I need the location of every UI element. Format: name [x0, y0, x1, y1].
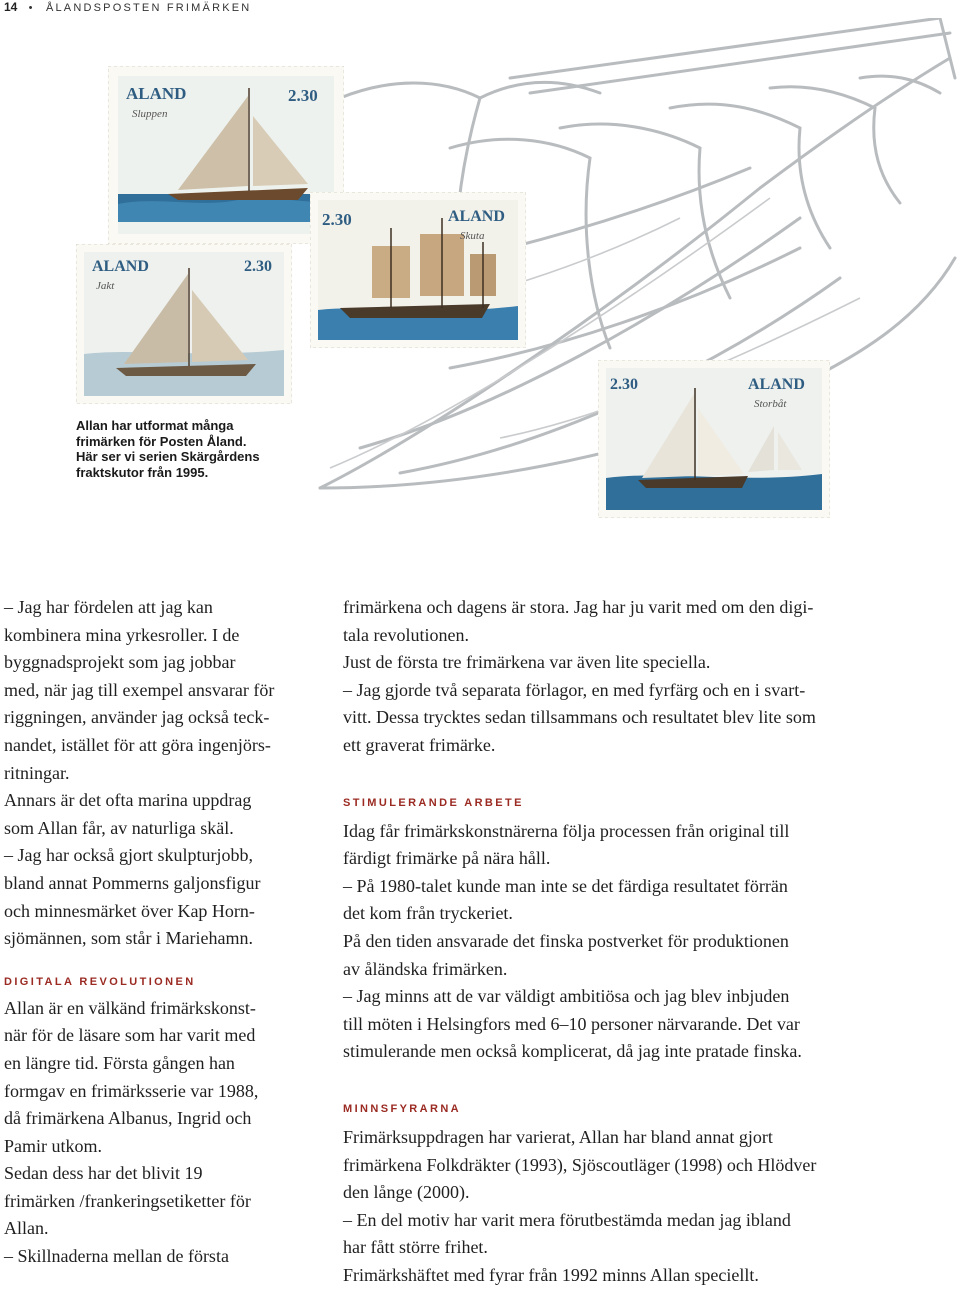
text-line: riggningen, använder jag också teck-: [4, 707, 270, 728]
stamp-country: ALAND: [126, 84, 187, 103]
page-number: 14: [4, 0, 18, 14]
text-line: den långe (2000).: [343, 1182, 470, 1203]
right-column: [343, 594, 883, 1289]
text-line: det kom från tryckeriet.: [343, 903, 513, 924]
text-line: Allan är en välkänd frimärkskonst-: [4, 997, 256, 1018]
text-line: då frimärkena Albanus, Ingrid och: [4, 1108, 252, 1129]
text-line: Pamir utkom.: [4, 1135, 102, 1156]
text-line: formgav en frimärksserie var 1988,: [4, 1080, 259, 1101]
publication-title: ÅLANDSPOSTEN FRIMÄRKEN: [45, 2, 252, 14]
text-line: när för de läsare som har varit med: [4, 1025, 256, 1046]
text-line: – På 1980-talet kunde man inte se det färdiga resultatet förrän: [343, 875, 788, 896]
section-heading: DIGITALA REVOLUTIONEN: [4, 975, 196, 988]
stamp-4: [598, 360, 830, 518]
text-line: – En del motiv har varit mera förutbestämda medan jag ibland: [343, 1209, 791, 1230]
text-line: kombinera mina yrkesroller. I de: [4, 624, 240, 645]
text-line: frimärkena Folkdräkter (1993), Sjöscoutläger (1998) och Hlödver: [343, 1154, 817, 1175]
section-heading: STIMULERANDE ARBETE: [343, 796, 524, 809]
stamp-2: [76, 244, 292, 404]
text-line: sjömännen, som står i Mariehamn.: [4, 928, 253, 949]
text-line: – Jag har också gjort skulpturjobb,: [4, 845, 253, 866]
text-line: Sedan dess har det blivit 19: [4, 1163, 203, 1184]
text-line: ritningar.: [4, 762, 70, 783]
text-line: – Jag minns att de var väldigt ambitiösa och jag blev inbjuden: [343, 986, 790, 1007]
text-line: frimärken /frankeringsetiketter för: [4, 1190, 251, 1211]
text-line: Allan.: [4, 1218, 49, 1239]
text-line: av åländska frimärken.: [343, 958, 508, 979]
text-line: – Jag har fördelen att jag kan: [4, 597, 213, 617]
section-heading: MINNSFYRARNA: [343, 1102, 462, 1115]
stamp-script: Skuta: [460, 230, 485, 242]
stamp-value: 2.30: [322, 210, 352, 229]
text-line: Just de första tre frimärkena var även lite speciella.: [343, 652, 711, 673]
text-line: och minnesmärket över Kap Horn-: [4, 900, 255, 921]
text-line: Idag får frimärkskonstnärerna följa processen från original till: [343, 820, 790, 841]
stamp-1: [108, 66, 344, 244]
text-line: – Skillnaderna mellan de första: [4, 1246, 229, 1267]
stamp-value: 2.30: [610, 376, 638, 393]
text-line: ett graverat frimärke.: [343, 734, 496, 755]
text-line: nandet, istället för att göra ingenjörs-: [4, 734, 271, 755]
image-caption: [76, 418, 286, 480]
text-line: stimulerande men också komplicerat, då jag inte pratade finska.: [343, 1041, 802, 1062]
stamp-value: 2.30: [244, 258, 272, 275]
stamp-script: Sluppen: [132, 108, 168, 120]
text-line: till möten i Helsingfors med 6–10 personer närvarande. Det var: [343, 1013, 800, 1034]
text-line: frimärkena och dagens är stora. Jag har ju varit med om den digi-: [343, 597, 814, 617]
caption-line: Här ser vi serien Skärgårdens: [76, 449, 260, 464]
stamp-script: Storbåt: [754, 398, 787, 410]
text-line: – Jag gjorde två separata förlagor, en med fyrfärg och en i svart-: [343, 679, 806, 700]
stamp-3: [310, 192, 526, 348]
header-separator: •: [28, 2, 35, 14]
text-line: Frimärksuppdragen har varierat, Allan har bland annat gjort: [343, 1126, 773, 1147]
text-line: färdigt frimärke på nära håll.: [343, 848, 551, 869]
text-line: som Allan får, av naturliga skäl.: [4, 817, 234, 838]
stamp-value: 2.30: [288, 86, 318, 105]
text-line: byggnadsprojekt som jag jobbar: [4, 652, 236, 673]
caption-line: frimärken för Posten Åland.: [76, 433, 247, 449]
text-line: med, när jag till exempel ansvarar för: [4, 679, 275, 700]
left-column: [4, 594, 304, 1271]
running-header: [4, 0, 251, 14]
text-line: har fått större frihet.: [343, 1237, 488, 1258]
text-line: Frimärkshäftet med fyrar från 1992 minns Allan speciellt.: [343, 1264, 759, 1285]
text-line: bland annat Pommerns galjonsfigur: [4, 872, 261, 893]
text-line: Annars är det ofta marina uppdrag: [4, 790, 252, 811]
stamp-country: ALAND: [92, 258, 149, 275]
caption-line: Allan har utformat många: [76, 418, 234, 433]
text-line: vitt. Dessa trycktes sedan tillsammans och resultatet blev lite som: [343, 707, 816, 728]
text-line: en längre tid. Första gången han: [4, 1052, 235, 1073]
stamp-script: Jakt: [96, 280, 115, 292]
text-line: På den tiden ansvarade det finska postverket för produktionen: [343, 930, 789, 951]
caption-line: fraktskutor från 1995.: [76, 464, 209, 480]
stamp-country: ALAND: [748, 376, 805, 393]
text-line: tala revolutionen.: [343, 624, 469, 645]
stamp-country: ALAND: [448, 208, 505, 225]
